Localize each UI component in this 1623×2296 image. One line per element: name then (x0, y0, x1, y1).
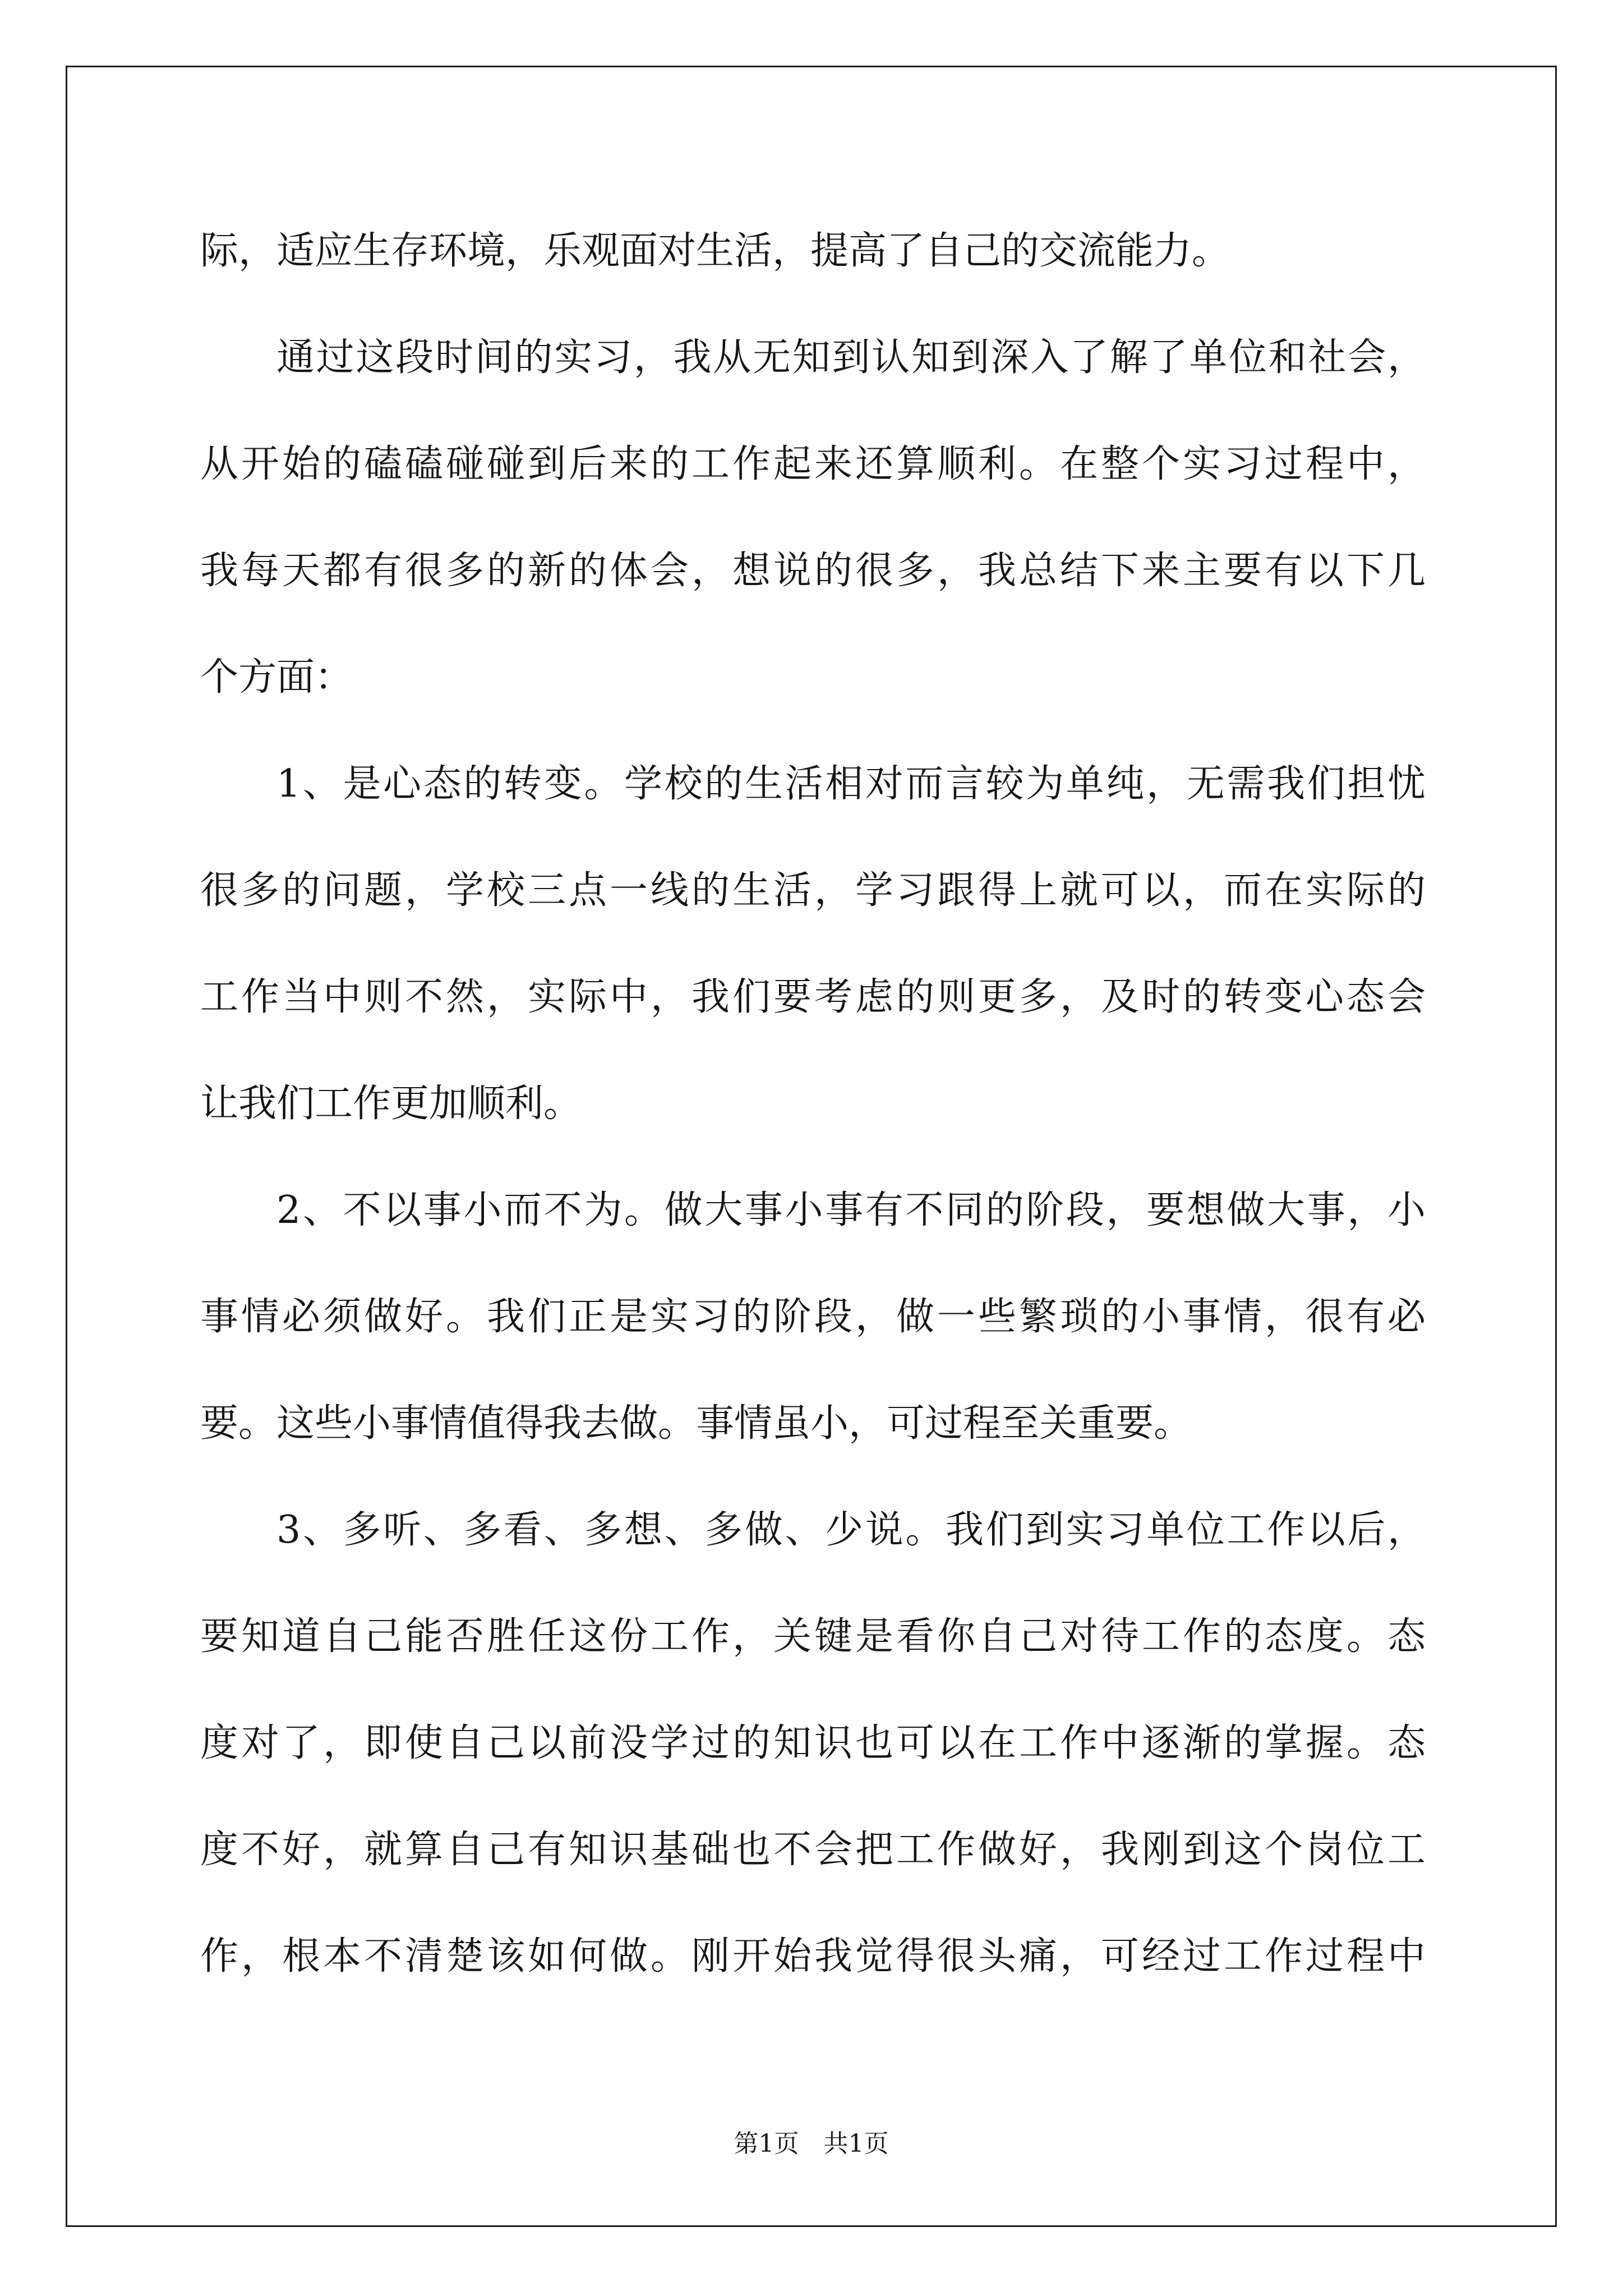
text-line: 3、多听、多看、多想、多做、少说。我们到实习单位工作以后， (276, 1508, 1426, 1552)
text-line: 度不好，就算自己有知识基础也不会把工作做好，我刚到这个岗位工 (200, 1828, 1426, 1872)
text-line: 1、是心态的转变。学校的生活相对而言较为单纯，无需我们担忧 (276, 762, 1426, 806)
text-line: 让我们工作更加顺利。 (200, 1082, 582, 1126)
paragraph-internship-overview (200, 305, 1426, 731)
text-line: 通过这段时间的实习，我从无知到认知到深入了解了单位和社会， (276, 335, 1426, 380)
text-line: 很多的问题，学校三点一线的生活，学习跟得上就可以，而在实际的 (200, 868, 1426, 913)
text-line: 从开始的磕磕碰碰到后来的工作起来还算顺利。在整个实习过程中， (200, 442, 1426, 486)
paragraph-point-3 (200, 1477, 1426, 2010)
document-body (200, 198, 1426, 2010)
text-line: 作，根本不清楚该如何做。刚开始我觉得很头痛，可经过工作过程中 (200, 1934, 1426, 1978)
text-line: 要知道自己能否胜任这份工作，关键是看你自己对待工作的态度。态 (200, 1614, 1426, 1659)
text-line: 要。这些小事情值得我去做。事情虽小，可过程至关重要。 (200, 1401, 1192, 1446)
text-line: 个方面： (200, 655, 353, 700)
text-line: 度对了，即使自己以前没学过的知识也可以在工作中逐渐的掌握。态 (200, 1721, 1426, 1765)
text-line: 我每天都有很多的新的体会，想说的很多，我总结下来主要有以下几 (200, 549, 1426, 593)
text-line: 2、不以事小而不为。做大事小事有不同的阶段，要想做大事，小 (276, 1188, 1426, 1232)
text-line: 事情必须做好。我们正是实习的阶段，做一些繁琐的小事情，很有必 (200, 1295, 1426, 1339)
paragraph-point-1 (200, 731, 1426, 1157)
text-line: 际，适应生存环境，乐观面对生活，提高了自己的交流能力。 (200, 229, 1230, 273)
page-number-footer: 第1页 共1页 (734, 2129, 889, 2158)
paragraph-point-2 (200, 1157, 1426, 1477)
text-line: 工作当中则不然，实际中，我们要考虑的则更多，及时的转变心态会 (200, 975, 1426, 1019)
paragraph-continuation (200, 198, 1426, 305)
